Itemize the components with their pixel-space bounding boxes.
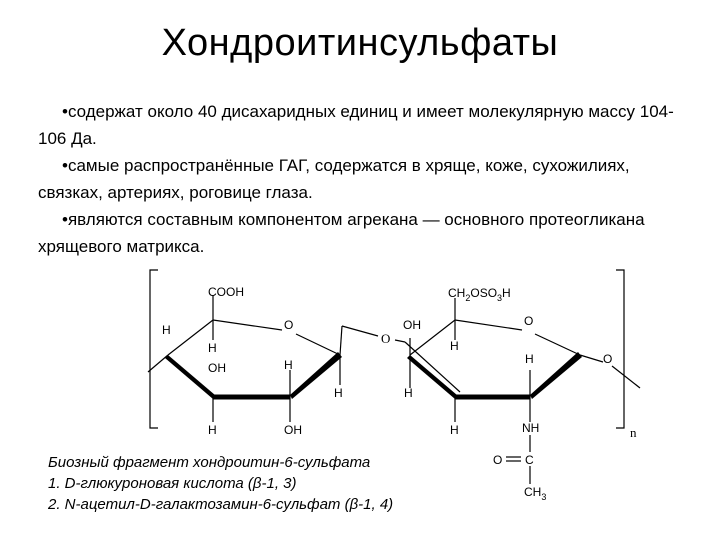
glycosidic-bond [340, 326, 460, 392]
ring1-oh-bottom-label: OH [284, 423, 302, 437]
ring1-h-right-label: H [334, 386, 343, 400]
ring2-h-upper-right-label: H [525, 352, 534, 366]
ring2-ring-o-label: O [524, 314, 534, 328]
caption-line: Биозный фрагмент хондроитин-6-сульфата [48, 454, 371, 471]
bullet-text: являются составным компонентом агрекана — основного протеогликана хрящевого матрикса. [38, 210, 645, 256]
ring-glucuronic-acid [148, 295, 342, 422]
bullet-text: самые распространённые ГАГ, содержатся в хряще, коже, сухожилиях, связках, артериях, роговице глаза. [38, 156, 630, 202]
carbonyl-o-label: O [493, 453, 503, 467]
slide-title: Хондроитинсульфаты [161, 22, 559, 64]
bullet-marker: • [62, 210, 68, 229]
left-bracket [150, 270, 158, 428]
ring1-h-upper-label: H [284, 358, 293, 372]
ring1-left-h-label: H [162, 323, 171, 337]
ring1-inner-h-label: H [208, 341, 217, 355]
ring2-h-upper-left-label: H [450, 339, 459, 353]
right-bracket [616, 270, 624, 428]
ring2-oh-label: OH [403, 318, 421, 332]
ring1-ring-o-label: O [284, 318, 294, 332]
methyl-label: $CH_3$ [524, 485, 547, 502]
caption-line: 2. N-ацетил-D-галактозамин-6-сульфат (β-1, 4) [48, 496, 394, 513]
bullet-marker: • [62, 156, 68, 175]
figure-caption [48, 452, 393, 515]
ring1-h-bottom-label: H [208, 423, 217, 437]
ring2-ch2-label: $CH_2OSO_3H$ [448, 286, 511, 303]
repeat-count-label: n [630, 425, 637, 440]
bullet-marker: • [62, 102, 68, 121]
ring1-oh-label: OH [208, 361, 226, 375]
bullet-text: содержат около 40 дисахаридных единиц и имеет молекулярную массу 104-106 Да. [38, 102, 674, 148]
ring2-h-bottom-label: H [450, 423, 459, 437]
caption-line: 1. D-глюкуроновая кислота (β-1, 3) [48, 475, 297, 492]
bridge-o-label: O [381, 331, 391, 346]
carbonyl-c-label: C [525, 453, 534, 467]
ring2-h-left-label: H [404, 386, 413, 400]
exit-o-label: O [603, 352, 613, 366]
ring1-cooh-label: COOH [208, 285, 244, 299]
ring2-nh-label: NH [522, 421, 540, 435]
